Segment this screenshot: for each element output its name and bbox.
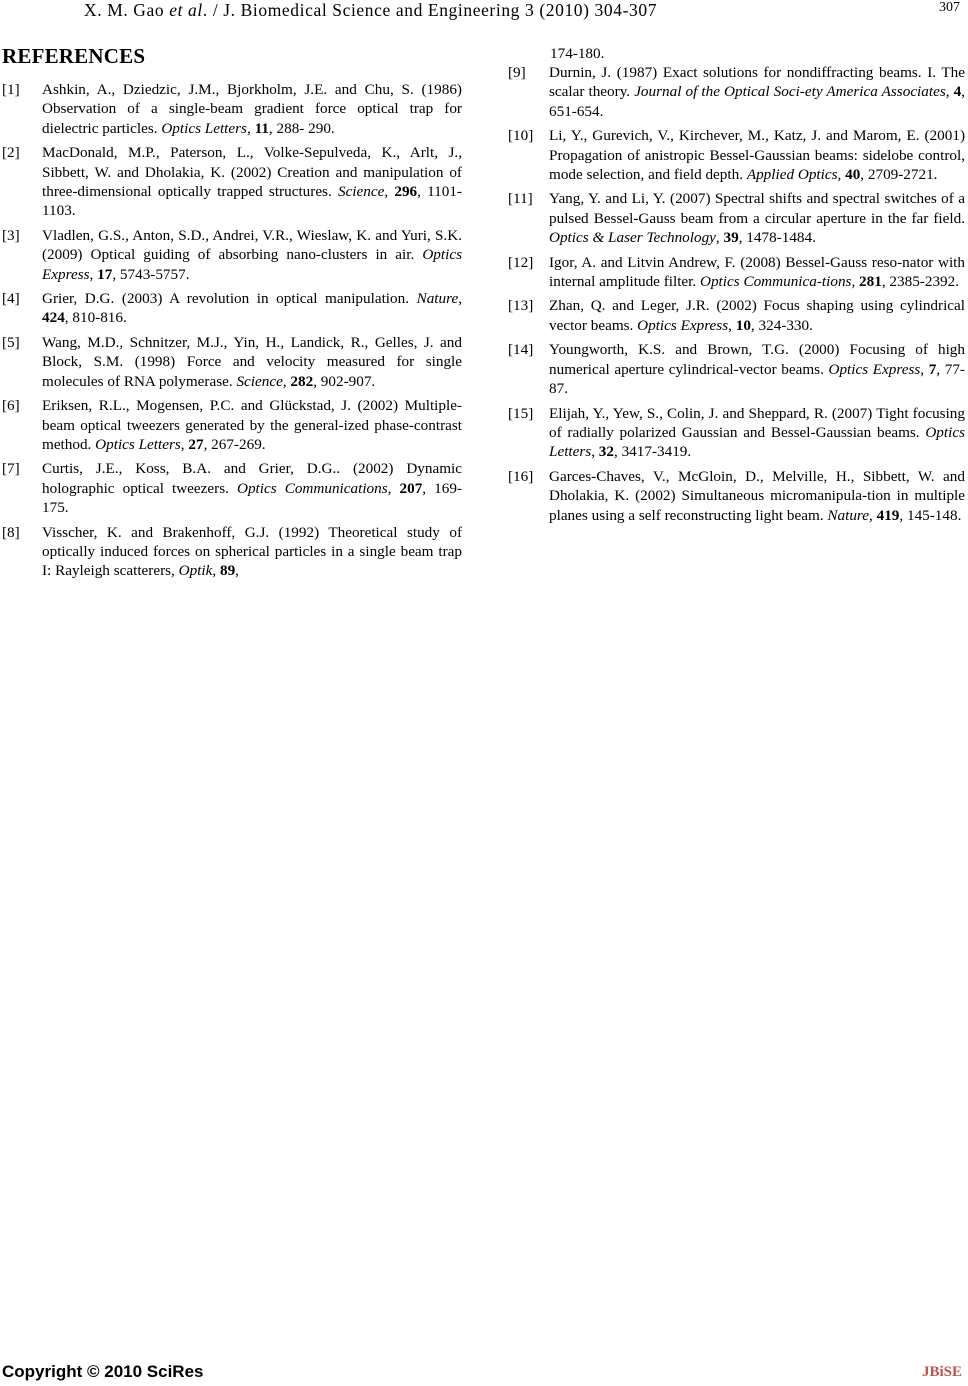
reference-text: Garces-Chaves, V., McGloin, D., Melville, H., Sibbett, W. and Dholakia, K. (2002) Simultaneous micromanipula-tion in multiple planes using a self reconstructing light beam. xyxy=(549,467,965,524)
reference-number: [1] xyxy=(2,81,20,98)
journal-name: Optics Communications xyxy=(236,479,388,497)
references-left-column xyxy=(2,80,462,586)
reference-text: , xyxy=(180,435,189,453)
reference-text: Durnin, J. (1987) Exact solutions for nondiffracting beams. I. The scalar theory. xyxy=(549,64,965,101)
reference-text: , xyxy=(246,119,255,137)
journal-name: Optics Express xyxy=(42,246,462,283)
volume-number: 7 xyxy=(928,360,937,378)
continuation-line: 174-180. xyxy=(550,45,605,62)
reference-number: [11] xyxy=(508,190,533,208)
reference-text: , 324-330. xyxy=(750,316,813,334)
journal-name: Nature xyxy=(416,290,459,308)
reference-number: [2] xyxy=(2,144,20,162)
volume-number: 17 xyxy=(97,265,113,283)
journal-name: Applied Optics xyxy=(746,166,838,184)
volume-number: 207 xyxy=(399,479,423,497)
reference-number: [13] xyxy=(508,297,534,315)
reference-number: [7] xyxy=(2,460,20,478)
running-head xyxy=(84,0,657,21)
journal-name: Journal of the Optical Soci-ety America Associates xyxy=(634,83,946,101)
volume-number: 39 xyxy=(723,229,739,247)
reference-text: , xyxy=(384,183,395,201)
volume-number: 89 xyxy=(219,562,236,580)
reference-text: , xyxy=(591,443,599,461)
reference-number: [9] xyxy=(508,64,526,81)
reference-text: , 5743-5757. xyxy=(112,265,190,283)
reference-text: , xyxy=(837,166,846,184)
reference-text: Visscher, K. and Brakenhoff, G.J. (1992) Theoretical study of optically induced forces on spherical particles in a single beam trap I: Rayleigh scatterers, xyxy=(42,523,462,580)
journal-abbrev: JBiSE xyxy=(921,1364,962,1380)
reference-entry xyxy=(508,253,965,292)
reference-text: , 145-148. xyxy=(899,506,962,524)
reference-text: , 3417-3419. xyxy=(613,443,692,461)
page-number: 307 xyxy=(939,0,960,15)
reference-text: , xyxy=(715,229,724,247)
reference-number: [3] xyxy=(2,226,20,244)
reference-number: [4] xyxy=(2,290,20,308)
reference-entry xyxy=(508,126,965,184)
reference-text: , 267-269. xyxy=(203,435,266,453)
reference-text: , 902-907. xyxy=(313,372,376,390)
reference-text: , 169-175. xyxy=(42,479,462,517)
reference-entry xyxy=(2,333,462,391)
reference-number: [8] xyxy=(2,523,20,541)
journal-name: Optik xyxy=(178,562,213,580)
section-title: REFERENCES xyxy=(2,44,146,68)
volume-number: 4 xyxy=(953,83,962,101)
reference-text: , xyxy=(728,316,736,334)
running-header xyxy=(0,0,968,26)
reference-number: [12] xyxy=(508,253,534,271)
reference-text: , xyxy=(458,290,462,308)
reference-text: , xyxy=(869,506,877,524)
reference-text: , xyxy=(235,562,239,580)
reference-text: , 2709-2721. xyxy=(860,166,938,184)
reference-text: Zhan, Q. and Leger, J.R. (2002) Focus shaping using cylindrical vector beams. xyxy=(549,297,965,334)
reference-number: [15] xyxy=(508,404,534,422)
journal-name: Science xyxy=(236,372,283,390)
reference-entry xyxy=(2,143,462,221)
journal-name: Optics Letters xyxy=(95,435,181,453)
volume-number: 11 xyxy=(254,119,269,137)
reference-text: , 810-816. xyxy=(64,309,127,327)
journal-name: Science xyxy=(337,183,385,201)
reference-entry xyxy=(508,189,965,247)
reference-entry xyxy=(2,226,462,284)
reference-number: [6] xyxy=(2,397,20,415)
volume-number: 281 xyxy=(859,273,882,291)
reference-entry xyxy=(2,459,462,517)
reference-text: , 288- 290. xyxy=(268,119,335,137)
reference-text: , xyxy=(945,83,954,101)
running-head-authors: X. M. Gao xyxy=(84,0,165,20)
reference-text: Grier, D.G. (2003) A revolution in optical manipulation. xyxy=(42,290,417,308)
references-right-column xyxy=(508,63,965,530)
reference-text: Eriksen, R.L., Mogensen, P.C. and Glückstad, J. (2002) Multiple-beam optical tweezers generated by the general-ized phase-contrast method. xyxy=(42,397,462,453)
reference-text: Igor, A. and Litvin Andrew, F. (2008) Bessel-Gauss reso-nator with internal amplitude filter. xyxy=(549,253,965,291)
volume-number: 40 xyxy=(845,166,861,184)
reference-entry xyxy=(508,296,965,335)
reference-text: , 651-654. xyxy=(549,83,966,120)
journal-name: Optics Communica-tions xyxy=(700,273,852,291)
reference-entry xyxy=(508,63,965,121)
reference-entry xyxy=(2,523,462,581)
reference-text: Youngworth, K.S. and Brown, T.G. (2000) Focusing of high numerical aperture cylindrical-vector beams. xyxy=(549,341,965,378)
volume-number: 282 xyxy=(290,372,314,390)
journal-name: Optics Express xyxy=(828,360,921,378)
volume-number: 419 xyxy=(876,506,900,524)
reference-text: , 77-87. xyxy=(549,360,965,398)
reference-text: , xyxy=(851,273,860,291)
volume-number: 32 xyxy=(598,443,614,461)
journal-name: Optics Express xyxy=(637,316,729,334)
volume-number: 10 xyxy=(735,316,751,334)
reference-text: , 1101-1103. xyxy=(42,183,462,220)
reference-text: , xyxy=(920,360,929,378)
reference-number: [16] xyxy=(508,467,534,485)
running-head-rest: . / J. Biomedical Science and Engineering 3 (2010) 304-307 xyxy=(202,0,658,20)
reference-number: [5] xyxy=(2,333,20,351)
reference-text: , xyxy=(89,265,98,283)
journal-name: Nature xyxy=(827,506,869,524)
reference-text: Li, Y., Gurevich, V., Kirchever, M., Katz, J. and Marom, E. (2001) Propagation of anistropic Bessel-Gaussian beams: sidelobe control, mode selection, and field depth. xyxy=(549,127,965,184)
volume-number: 424 xyxy=(42,309,65,327)
reference-number: [10] xyxy=(508,127,534,145)
reference-text: , xyxy=(212,562,220,580)
reference-text: MacDonald, M.P., Paterson, L., Volke-Sepulveda, K., Arlt, J., Sibbett, W. and Dholakia, K. (2002) Creation and manipulation of three-dimensional optically trapped structures. xyxy=(42,144,462,201)
reference-text: , 2385-2392. xyxy=(881,273,960,291)
reference-entry xyxy=(508,467,965,525)
journal-name: Optics Letters xyxy=(549,423,965,461)
copyright-footer: Copyright © 2010 SciRes xyxy=(2,1362,204,1381)
reference-text: , 1478-1484. xyxy=(738,229,816,247)
reference-text: Ashkin, A., Dziedzic, J.M., Bjorkholm, J.E. and Chu, S. (1986) Observation of a single-beam gradient force optical trap for dielectric particles. xyxy=(42,81,462,137)
reference-text: Yang, Y. and Li, Y. (2007) Spectral shifts and spectral switches of a pulsed Bessel-Gauss beam from a circular aperture in the far field. xyxy=(549,190,965,227)
running-head-etal: et al xyxy=(169,0,203,20)
journal-name: Optics Letters xyxy=(161,119,247,137)
reference-entry xyxy=(2,80,462,138)
reference-text: , xyxy=(387,479,400,497)
reference-text: Vladlen, G.S., Anton, S.D., Andrei, V.R., Wieslaw, K. and Yuri, S.K. (2009) Optical guiding of absorbing nano-clusters in air. xyxy=(42,226,462,264)
reference-entry xyxy=(508,404,965,462)
reference-text: Wang, M.D., Schnitzer, M.J., Yin, H., Landick, R., Gelles, J. and Block, S.M. (1998) Force and velocity measured for single molecules of RNA polymerase. xyxy=(42,333,462,390)
volume-number: 27 xyxy=(188,435,204,453)
reference-entry xyxy=(508,340,965,398)
journal-name: Optics & Laser Technology xyxy=(549,229,716,247)
reference-text: Curtis, J.E., Koss, B.A. and Grier, D.G.. (2002) Dynamic holographic optical tweezers. xyxy=(42,460,462,497)
reference-entry xyxy=(2,289,462,328)
reference-text: , xyxy=(282,372,291,390)
reference-entry xyxy=(2,396,462,454)
reference-number: [14] xyxy=(508,341,534,359)
volume-number: 296 xyxy=(394,183,418,201)
reference-text: Elijah, Y., Yew, S., Colin, J. and Sheppard, R. (2007) Tight focusing of radially polarized Gaussian and Bessel-Gaussian beams. xyxy=(549,404,965,441)
